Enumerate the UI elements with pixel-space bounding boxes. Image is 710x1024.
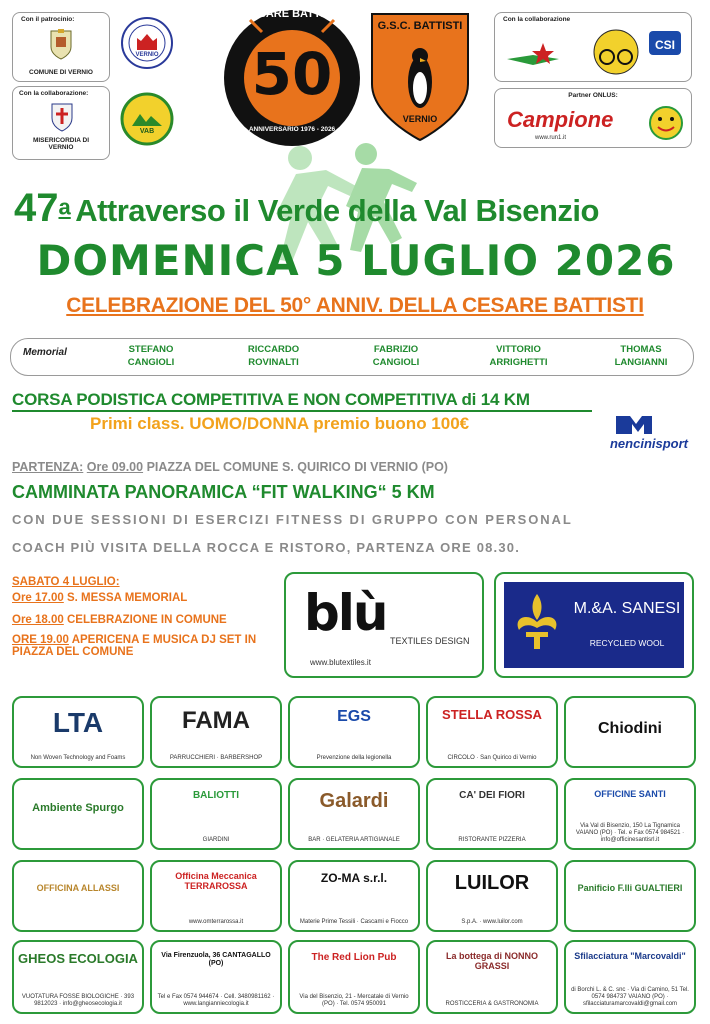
start-label: PARTENZA: <box>12 460 84 474</box>
sponsor-title: LUILOR <box>454 872 530 894</box>
sponsor-subtitle: Prevenzione della legionella <box>316 755 392 762</box>
memorial-name <box>346 343 446 373</box>
bike-sponsor-icon <box>591 27 641 77</box>
sponsor-card <box>12 696 144 768</box>
memorial-first-name: STEFANO <box>128 344 174 355</box>
misericordia-crest-icon <box>49 101 75 133</box>
patrocinio-name: COMUNE DI VERNIO <box>29 69 93 76</box>
saturday-text: CELEBRAZIONE IN COMUNE <box>67 614 227 626</box>
sponsor-title: ZO-MA s.r.l. <box>320 871 388 885</box>
memorial-last-name: CANGIOLI <box>127 357 175 368</box>
sponsor-title: Sfilacciatura "Marcovaldi" <box>574 951 686 961</box>
sanesi-sub: RECYCLED WOOL <box>589 638 665 648</box>
vab-badge-text: VAB <box>139 128 155 135</box>
memorial-box <box>10 338 694 376</box>
sponsor-title: OFFICINE SANTI <box>594 789 666 799</box>
anniversary-logo <box>222 2 362 150</box>
edition-sup: a <box>58 194 71 220</box>
memorial-first-name: RICCARDO <box>247 344 300 355</box>
sponsor-title: The Red Lion Pub <box>311 952 397 963</box>
sponsor-title: GHEOS ECOLOGIA <box>18 951 138 966</box>
sponsor-title: BALIOTTI <box>192 790 240 801</box>
saturday-time: Ore 18.00 <box>12 614 64 626</box>
smiley-icon <box>645 103 687 141</box>
sponsor-subtitle: RISTORANTE PIZZERIA <box>458 837 526 844</box>
event-name: Attraverso il Verde della Val Bisenzio <box>75 193 599 228</box>
collab-right-label: Con la collaborazione <box>503 16 571 23</box>
memorial-first-name: VITTORIO <box>496 344 541 355</box>
edition-number: 47 <box>14 186 59 230</box>
blu-name: blù <box>304 584 387 642</box>
vernio-badge-icon <box>120 16 174 70</box>
sanesi-name: M.&A. SANESI <box>573 600 681 617</box>
saturday-text: APERICENA E MUSICA DJ SET IN PIAZZA DEL COMUNE <box>12 634 257 658</box>
patrocinio-label: Con il patrocinio: <box>21 16 75 23</box>
memorial-label: Memorial <box>23 347 67 358</box>
sponsor-card <box>564 696 696 768</box>
collab-left-label: Con la collaborazione: <box>19 90 89 97</box>
sponsor-title: LTA <box>52 707 104 738</box>
memorial-names <box>101 343 691 373</box>
sponsor-blu <box>284 572 484 678</box>
sponsor-card <box>150 940 282 1014</box>
sponsor-subtitle: BAR · GELATERIA ARTIGIANALE <box>308 837 400 844</box>
walk-desc-2: COACH PIÙ VISITA DELLA ROCCA E RISTORO, PARTENZA ORE 08.30. <box>12 540 521 555</box>
walk-desc-1: CON DUE SESSIONI DI ESERCIZI FITNESS DI GRUPPO CON PERSONAL <box>12 512 573 527</box>
memorial-last-name: CANGIOLI <box>372 357 420 368</box>
saturday-item-2 <box>12 614 280 626</box>
race-underline <box>12 410 592 412</box>
event-date: DOMENICA 5 LUGLIO 2026 <box>36 236 676 285</box>
sponsor-card <box>12 940 144 1014</box>
memorial-last-name: ARRIGHETTI <box>489 357 548 368</box>
gsc-shield-logo <box>368 10 472 144</box>
sponsor-subtitle: di Borchi L. & C. snc · Via di Camino, 51 Tel. 0574 984737 VAIANO (PO) · sfilacciaturamarcovaldi@gmail.com <box>571 987 689 1008</box>
memorial-first-name: FABRIZIO <box>373 344 419 355</box>
sponsor-card <box>12 860 144 932</box>
sponsor-card <box>288 940 420 1014</box>
vab-badge-icon <box>120 92 174 146</box>
gsc-bottom-text: VERNIO <box>402 114 438 124</box>
sponsor-subtitle: ROSTICCERIA & GASTRONOMIA <box>445 1001 539 1008</box>
anniversary-bottom-text: ANNIVERSARIO 1976 - 2026 <box>248 126 336 133</box>
sponsor-card <box>150 778 282 850</box>
saturday-title: SABATO 4 LUGLIO: <box>12 576 120 588</box>
event-title <box>14 186 698 231</box>
sponsor-subtitle: Via del Bisenzio, 21 - Mercatale di Vernio (PO) · Tel. 0574 950091 <box>299 994 409 1008</box>
campione-name: Campione <box>507 107 614 132</box>
sponsor-subtitle: www.omterrarossa.it <box>188 919 244 926</box>
sponsor-title: EGS <box>337 708 371 725</box>
sponsor-subtitle: Non Woven Technology and Foams <box>30 755 126 762</box>
collab-left-box <box>12 86 110 160</box>
sponsor-title: Chiodini <box>598 720 662 737</box>
comune-crest-icon <box>49 27 73 61</box>
sponsor-subtitle: VUOTATURA FOSSE BIOLOGICHE · 393 9812023 · info@gheosecologia.it <box>21 994 135 1008</box>
sponsor-title: Officina Meccanica TERRAROSSA <box>175 871 257 891</box>
sponsor-card <box>150 860 282 932</box>
sponsor-title: FAMA <box>182 707 250 734</box>
collab-left-name: MISERICORDIA DI VERNIO <box>32 137 90 151</box>
sponsor-title: OFFICINA ALLASSI <box>36 883 120 893</box>
walk-line: CAMMINATA PANORAMICA “FIT WALKING“ 5 KM <box>12 482 435 502</box>
sponsor-subtitle: PARRUCCHIERI · BARBERSHOP <box>169 755 263 762</box>
prize-line: Primi class. UOMO/DONNA premio buono 100€ <box>90 414 470 433</box>
sponsor-title: Via Firenzuola, 36 CANTAGALLO (PO) <box>161 952 271 967</box>
sponsor-card <box>288 778 420 850</box>
sponsor-title: CA' DEI FIORI <box>459 790 525 801</box>
saturday-item-1 <box>12 592 280 604</box>
start-time: Ore 09.00 <box>86 460 144 474</box>
sponsor-card <box>426 940 558 1014</box>
gsc-top-text: G.S.C. BATTISTI <box>377 20 463 32</box>
sponsor-subtitle: S.p.A. · www.luilor.com <box>461 919 523 926</box>
anniversary-top-text: CESARE BATTISTI <box>243 8 341 20</box>
sponsor-subtitle: Via Val di Bisenzio, 150 La Tignamica VAIANO (PO) · Tel. e Fax 0574 984521 · info@officinesantisrl.it <box>575 823 685 844</box>
blu-url: www.blutextiles.it <box>310 658 371 667</box>
svg-text:CSI: CSI <box>654 38 676 52</box>
sponsor-title: STELLA ROSSA <box>442 707 542 722</box>
sponsor-subtitle: Tel e Fax 0574 944674 · Cell. 3480981162 · www.langianniecologia.it <box>157 994 275 1008</box>
sponsor-card <box>12 778 144 850</box>
memorial-name <box>591 343 691 373</box>
saturday-text: S. MESSA MEMORIAL <box>67 592 188 604</box>
partner-onlus-box <box>494 88 692 148</box>
sponsor-sanesi <box>494 572 694 678</box>
sponsor-card <box>150 696 282 768</box>
vernio-badge-text: VERNIO <box>135 52 159 58</box>
patrocinio-box <box>12 12 110 82</box>
saturday-time: Ore 17.00 <box>12 592 64 604</box>
saturday-time: ORE 19.00 <box>12 634 69 646</box>
nencini-name: nencinisport <box>609 436 688 451</box>
sponsor-card <box>426 696 558 768</box>
star-sponsor-icon <box>503 35 583 75</box>
sponsor-card <box>426 860 558 932</box>
celebration-line: CELEBRAZIONE DEL 50° ANNIV. DELLA CESARE BATTISTI <box>66 294 644 317</box>
sponsor-title: Ambiente Spurgo <box>32 802 124 814</box>
memorial-last-name: LANGIANNI <box>614 357 668 368</box>
saturday-item-3 <box>12 634 280 658</box>
sponsor-title: Panificio F.lli GUALTIERI <box>577 883 683 893</box>
start-line <box>12 460 448 474</box>
sponsor-subtitle: CIRCOLO · San Quirico di Vernio <box>447 755 537 762</box>
sponsor-card <box>288 860 420 932</box>
sponsor-title: La bottega di NONNO GRASSI <box>446 951 538 971</box>
start-place: PIAZZA DEL COMUNE S. QUIRICO DI VERNIO (PO) <box>146 460 448 474</box>
sponsor-subtitle: GIARDINI <box>202 837 230 844</box>
memorial-name <box>469 343 569 373</box>
anniversary-number: 50 <box>251 40 333 108</box>
saturday-block <box>12 576 280 658</box>
race-line: CORSA PODISTICA COMPETITIVA E NON COMPETITIVA di 14 KM <box>12 390 530 409</box>
blu-sub: TEXTILES DESIGN <box>390 636 470 646</box>
collab-right-box <box>494 12 692 82</box>
campione-url: www.run1.it <box>535 135 567 141</box>
sponsor-card <box>564 860 696 932</box>
memorial-first-name: THOMAS <box>620 344 662 355</box>
partner-label: Partner ONLUS: <box>568 92 618 99</box>
memorial-name <box>224 343 324 373</box>
sponsor-card <box>564 940 696 1014</box>
sponsor-subtitle: Materie Prime Tessili · Cascami e Fiocco <box>299 919 409 926</box>
csi-icon <box>647 29 683 65</box>
nencini-logo <box>588 414 688 456</box>
sponsor-card <box>426 778 558 850</box>
fleur-de-lis-icon <box>512 592 562 652</box>
sponsor-title: Galardi <box>319 790 389 812</box>
memorial-last-name: ROVINALTI <box>248 357 299 368</box>
sponsor-card <box>564 778 696 850</box>
memorial-name <box>101 343 201 373</box>
sponsor-card <box>288 696 420 768</box>
